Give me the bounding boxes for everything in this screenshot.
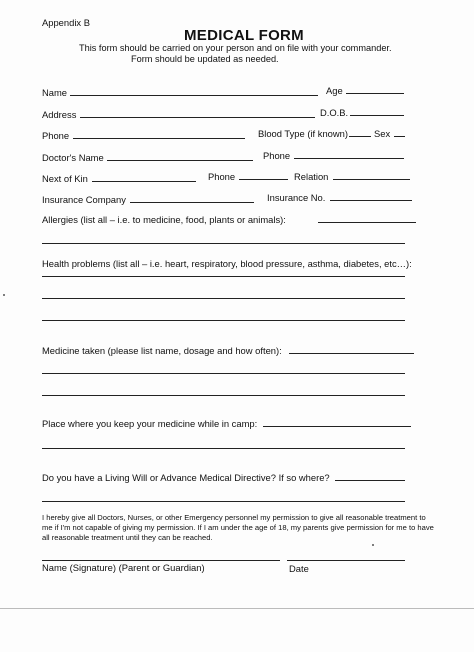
medicine-field-line-2[interactable]: [42, 373, 405, 374]
next-of-kin-field-line[interactable]: [92, 181, 196, 182]
name-label: Name: [42, 87, 68, 98]
phone-field-line[interactable]: [73, 138, 245, 139]
appendix-label: Appendix B: [42, 17, 90, 28]
address-label: Address: [42, 109, 77, 120]
insurance-no-field-line[interactable]: [330, 200, 412, 201]
health-problems-label: Health problems (list all – i.e. heart, respiratory, blood pressure, asthma, diabetes, etc…):: [42, 258, 412, 269]
doctor-phone-label: Phone: [263, 150, 291, 161]
scan-speck: [372, 544, 374, 546]
doctors-name-label: Doctor's Name: [42, 152, 104, 163]
living-will-field-line-2[interactable]: [42, 501, 405, 502]
signature-label: Name (Signature) (Parent or Guardian): [42, 562, 205, 573]
page-bottom-edge: [0, 608, 474, 609]
living-will-label: Do you have a Living Will or Advance Medical Directive? If so where?: [42, 472, 330, 483]
relation-field-line[interactable]: [333, 179, 410, 180]
phone-label: Phone: [42, 130, 70, 141]
living-will-field-line-1[interactable]: [335, 480, 405, 481]
allergies-field-line-1[interactable]: [318, 222, 416, 223]
date-field-line[interactable]: [287, 560, 405, 561]
blood-type-label: Blood Type (if known): [258, 128, 348, 139]
name-field-line[interactable]: [70, 95, 318, 96]
medicine-label: Medicine taken (please list name, dosage and how often):: [42, 345, 282, 356]
health-problems-field-line-2[interactable]: [42, 298, 405, 299]
medicine-field-line-1[interactable]: [289, 353, 414, 354]
blood-type-field-line[interactable]: [349, 136, 371, 137]
medicine-location-label: Place where you keep your medicine while in camp:: [42, 418, 258, 429]
allergies-field-line-2[interactable]: [42, 243, 405, 244]
insurance-company-field-line[interactable]: [130, 202, 254, 203]
next-of-kin-label: Next of Kin: [42, 173, 88, 184]
allergies-label: Allergies (list all – i.e. to medicine, food, plants or animals):: [42, 214, 286, 225]
subtitle-line-2: Form should be updated as needed.: [131, 54, 279, 64]
sex-label: Sex: [374, 128, 391, 139]
scan-speck: [3, 294, 5, 296]
dob-label: D.O.B.: [320, 107, 349, 118]
age-label: Age: [326, 85, 343, 96]
sex-field-line[interactable]: [394, 136, 405, 137]
signature-field-line[interactable]: [42, 560, 280, 561]
consent-statement: I hereby give all Doctors, Nurses, or other Emergency personnel my permission to give all reasonable treatment to me if I'm not capable of giving my permission. If I am under the age of 18, my parents give permission for me to have all reasonable treatment until they can be reached.: [42, 513, 434, 542]
kin-phone-label: Phone: [208, 171, 236, 182]
subtitle-line-1: This form should be carried on your person and on file with your commander.: [79, 43, 392, 53]
dob-field-line[interactable]: [350, 115, 404, 116]
date-label: Date: [289, 563, 309, 574]
doctors-name-field-line[interactable]: [107, 160, 253, 161]
medicine-location-field-line-2[interactable]: [42, 448, 405, 449]
age-field-line[interactable]: [346, 93, 404, 94]
insurance-company-label: Insurance Company: [42, 194, 126, 205]
relation-label: Relation: [294, 171, 329, 182]
medicine-field-line-3[interactable]: [42, 395, 405, 396]
address-field-line[interactable]: [80, 117, 315, 118]
medicine-location-field-line-1[interactable]: [263, 426, 411, 427]
health-problems-field-line-3[interactable]: [42, 320, 405, 321]
health-problems-field-line-1[interactable]: [42, 276, 405, 277]
kin-phone-field-line[interactable]: [239, 179, 288, 180]
insurance-no-label: Insurance No.: [267, 192, 326, 203]
form-title: MEDICAL FORM: [184, 27, 304, 44]
doctor-phone-field-line[interactable]: [294, 158, 404, 159]
